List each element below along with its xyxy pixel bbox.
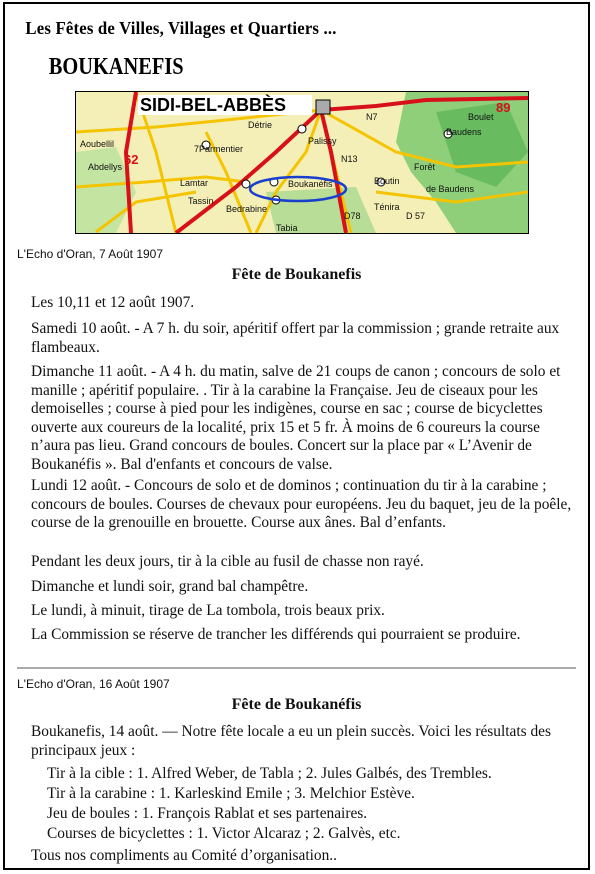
page-frame (3, 2, 590, 870)
article2-result: Tir à la carabine : 1. Karleskind Emile ; 3. Melchior Estève. (47, 785, 415, 802)
series-title: Les Fêtes de Villes, Villages et Quartiers ... (25, 18, 337, 38)
map-svg (76, 92, 528, 233)
svg-text:Bedrabine: Bedrabine (226, 204, 268, 214)
article2-result: Tir à la cible : 1. Alfred Weber, de Tabla ; 2. Jules Galbés, des Trembles. (47, 765, 492, 782)
article1-paragraph: Les 10,11 et 12 août 1907. (31, 294, 195, 311)
article2-closing: Tous nos compliments au Comité d’organisation.. (31, 847, 337, 864)
svg-text:Forêt: Forêt (414, 162, 436, 172)
article2-title: Fête de Boukanéfis (231, 696, 362, 713)
article-separator (17, 667, 576, 669)
article1-paragraph: Lundi 12 août. - Concours de solo et de dominos ; continuation du tir à la carabine ; concours de boules. Courses de chevaux pour européens. Jeu du baquet, jeu de la poêle, course de la grenouille en brouette. Course aux ânes. Bal d’enfants. (31, 477, 572, 532)
svg-text:62: 62 (124, 152, 139, 167)
svg-text:Boulet: Boulet (468, 112, 494, 122)
article1-paragraph: Le lundi, à minuit, tirage de La tombola, trois beaux prix. (31, 602, 385, 619)
location-map (75, 91, 529, 234)
article2-source: L'Echo d'Oran, 16 Août 1907 (17, 677, 170, 691)
svg-text:N7: N7 (366, 112, 378, 122)
svg-text:N13: N13 (341, 154, 358, 164)
svg-text:Boukanéfis: Boukanéfis (288, 179, 333, 189)
svg-text:89: 89 (496, 100, 511, 115)
article1-source: L'Echo d'Oran, 7 Août 1907 (17, 247, 164, 261)
svg-text:Baudens: Baudens (446, 127, 482, 137)
article1-paragraph: Pendant les deux jours, tir à la cible au fusil de chasse non rayé. (31, 553, 424, 570)
article1-paragraph: La Commission se réserve de trancher les différends qui pourraient se produire. (31, 626, 521, 643)
svg-text:Lamtar: Lamtar (180, 178, 209, 188)
svg-text:D78: D78 (344, 211, 361, 221)
svg-text:Abdellys: Abdellys (88, 162, 123, 172)
article2-intro: Boukanefis, 14 août. — Notre fête locale a eu un plein succès. Voici les résultats des principaux jeux : (31, 723, 552, 759)
svg-text:7Parmentier: 7Parmentier (194, 144, 244, 154)
svg-text:Tassin: Tassin (188, 196, 214, 206)
svg-text:Tabia: Tabia (276, 223, 298, 233)
article2-result: Courses de bicyclettes : 1. Victor Alcaraz ; 2. Galvès, etc. (47, 825, 401, 842)
svg-text:Boutin: Boutin (374, 176, 400, 186)
article1-paragraph: Dimanche 11 août. - A 4 h. du matin, salve de 21 coups de canon ; concours de solo et manille ; apéritif populaire. . Tir à la carabine la Française. Jeu de ciseaux pour les demoiselles ; course à pied pour les indigènes, course en sac ; course de bicyclettes ouverte aux coureurs de la localité, prix 15 et 5 fr. À moins de 6 coureurs la course n’aura pas lieu. Grand concours de boules. Concert sur la place par « L’Avenir de Boukanéfis ». Bal d'enfants et concours de valse. (31, 363, 561, 473)
article1-paragraph: Samedi 10 août. - A 7 h. du soir, apéritif offert par la commission ; grande retraite aux flambeaux. (31, 320, 560, 356)
svg-text:Aoubellil: Aoubellil (80, 139, 115, 149)
city-label: SIDI-BEL-ABBÈS (140, 95, 287, 115)
svg-text:Détrie: Détrie (248, 120, 273, 130)
place-title: BOUKANEFIS (48, 54, 184, 80)
svg-text:de Baudens: de Baudens (426, 184, 475, 194)
svg-text:Palissy: Palissy (308, 136, 337, 146)
article1-paragraph: Dimanche et lundi soir, grand bal champêtre. (31, 578, 309, 595)
svg-text:D 57: D 57 (406, 211, 426, 221)
svg-text:Ténira: Ténira (374, 202, 400, 212)
article1-title: Fête de Boukanefis (231, 266, 362, 283)
article2-result: Jeu de boules : 1. François Rablat et ses partenaires. (47, 805, 368, 822)
